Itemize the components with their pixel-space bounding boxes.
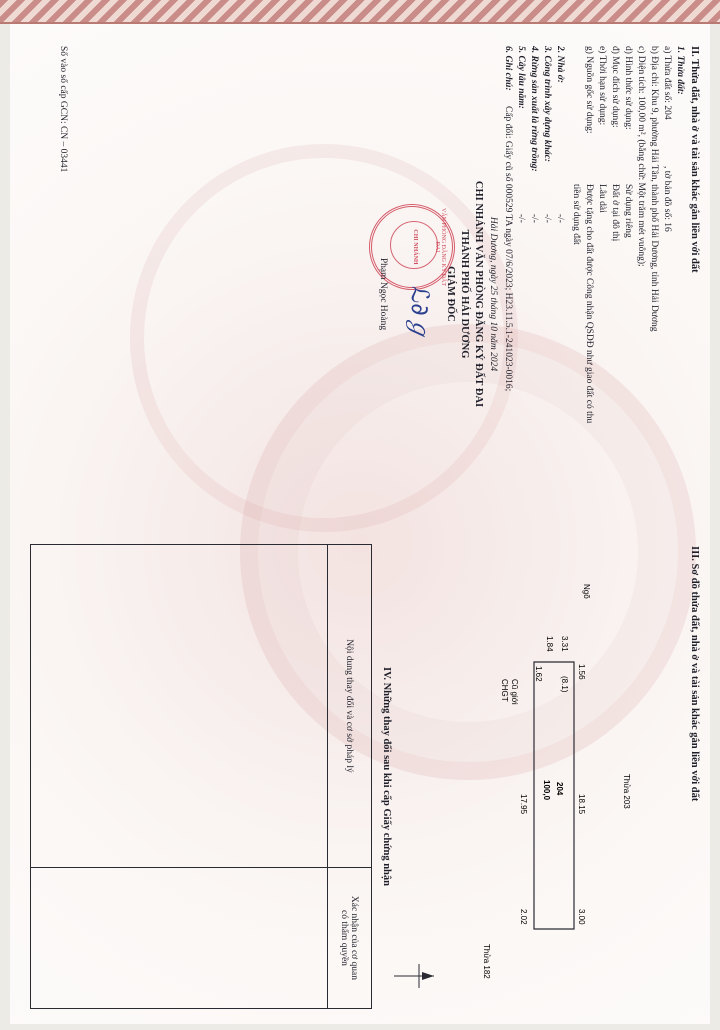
- neighbor-right: Thửa 182: [482, 944, 491, 979]
- notes-heading: 6. Ghi chú:: [503, 46, 513, 91]
- parcel-diagram: [384, 544, 684, 1004]
- changes-table-row: [31, 545, 328, 1009]
- decorative-top-border: [0, 0, 720, 24]
- col-confirm-line1: Xác nhận của cơ quan: [349, 895, 360, 981]
- construction-value: -/-: [542, 214, 552, 223]
- term-label: e) Thời hạn sử dụng:: [597, 46, 607, 126]
- section2-title: II. Thửa đất, nhà ở và tài sản khác gắn liền với đất: [689, 46, 700, 273]
- road-prefix: Cũ giới: [510, 679, 519, 705]
- section4-title: IV. Những thay đổi sau khi cấp Giấy chứng nhận: [381, 667, 392, 886]
- construction-heading: 3. Công trình xây dựng khác:: [542, 46, 552, 163]
- neighbor-top: Thửa 203: [622, 774, 631, 809]
- signature: ℒ∂ℊ: [406, 286, 434, 340]
- house-value: -/-: [555, 214, 565, 223]
- house-heading: 2. Nhà ở:: [555, 46, 565, 84]
- purpose-value: Đất ở tại đô thị: [610, 184, 620, 242]
- usage-form-value: Sử dụng riêng: [623, 184, 633, 238]
- dim-left-b: 3.31: [560, 636, 569, 652]
- rotated-content: [10, 24, 710, 1024]
- trees-heading: 5. Cây lâu năm:: [516, 46, 526, 109]
- dim-left-a: 1.56: [577, 664, 586, 680]
- origin-value-line2: tiền sử dụng đất: [571, 184, 581, 245]
- parcel-area-label: 100,0: [542, 780, 551, 801]
- trees-value: -/-: [516, 214, 526, 223]
- section3-title: III. Sơ đồ thửa đất, nhà ở và tài sản khác gắn liền với đất: [689, 546, 700, 802]
- forest-value: -/-: [529, 214, 539, 223]
- changes-table: [30, 544, 372, 1009]
- changes-table-header: [328, 545, 372, 1009]
- map-sheet-number: , tờ bản đồ số: 16: [662, 166, 672, 232]
- purpose-label: đ) Mục đích sử dụng:: [610, 46, 620, 128]
- confirm-cell-empty: [31, 867, 328, 1008]
- north-arrow-icon: [394, 964, 434, 988]
- term-value: Lâu dài: [597, 184, 607, 213]
- stamp-inner-text: CHI NHÁNH: [412, 229, 418, 265]
- dim-top: 18.15: [577, 794, 586, 815]
- changes-cell-empty: [31, 545, 328, 868]
- dim-bottom: 17.95: [519, 794, 528, 815]
- signer-name: Phạm Ngọc Hoàng: [378, 257, 388, 331]
- usage-form-label: d) Hình thức sử dụng:: [623, 46, 633, 130]
- register-number: Số vào sổ cấp GCN: CN – 03441: [58, 46, 68, 173]
- signer-title: GIÁM ĐỐC: [445, 266, 456, 322]
- dim-left-d: 1.62: [534, 666, 543, 682]
- parcel-address: b) Địa chỉ: Khu 9, phường Hải Tân, thành phố Hải Dương, tỉnh Hải Dương: [649, 46, 659, 332]
- forest-heading: 4. Rừng sản xuất là rừng trồng:: [529, 46, 539, 172]
- col-confirm-header: [328, 867, 372, 1008]
- parcel-area: c) Diện tích: 100,00 m², (bằng chữ: Một trăm mét vuông);: [636, 46, 646, 267]
- alley-label: Ngõ: [582, 584, 591, 599]
- parcel-number: a) Thửa đất số: 204: [662, 46, 672, 120]
- certificate-sheet: [10, 24, 710, 1024]
- dim-inner: (8.1): [560, 676, 569, 693]
- road-label: CHGT: [500, 679, 509, 702]
- origin-value-line1: Được tặng cho đất được Công nhận QSDĐ như giao đất có thu: [584, 184, 594, 424]
- parcel-id-label: 204: [555, 782, 564, 796]
- parcel-outline: [534, 662, 574, 929]
- notes-value: Cấp đổi: Giấy cũ số 000529 TA ngày 07/6/2023; H23.11.5.1-241023-0016;: [503, 106, 513, 392]
- stamp-outer-text: VĂN PHÒNG ĐĂNG KÝ ĐẤT ĐAI: [434, 208, 446, 286]
- dim-left-c: 1.84: [545, 636, 554, 652]
- col-confirm-line2: có thẩm quyền: [339, 909, 350, 966]
- office-name-line1: CHI NHÁNH VĂN PHÒNG ĐĂNG KÝ ĐẤT ĐAI: [473, 180, 484, 408]
- office-name-line2: THÀNH PHỐ HẢI DƯƠNG: [459, 229, 470, 359]
- col-changes-header: Nội dung thay đổi và cơ sở pháp lý: [328, 545, 372, 868]
- land-heading: 1. Thửa đất:: [675, 46, 685, 95]
- origin-label: g) Nguồn gốc sử dụng:: [584, 46, 594, 134]
- dim-right-a: 3.00: [577, 909, 586, 925]
- dim-right-b: 2.02: [519, 909, 528, 925]
- sign-place-date: Hải Dương, ngày 25 tháng 10 năm 2024: [488, 216, 498, 372]
